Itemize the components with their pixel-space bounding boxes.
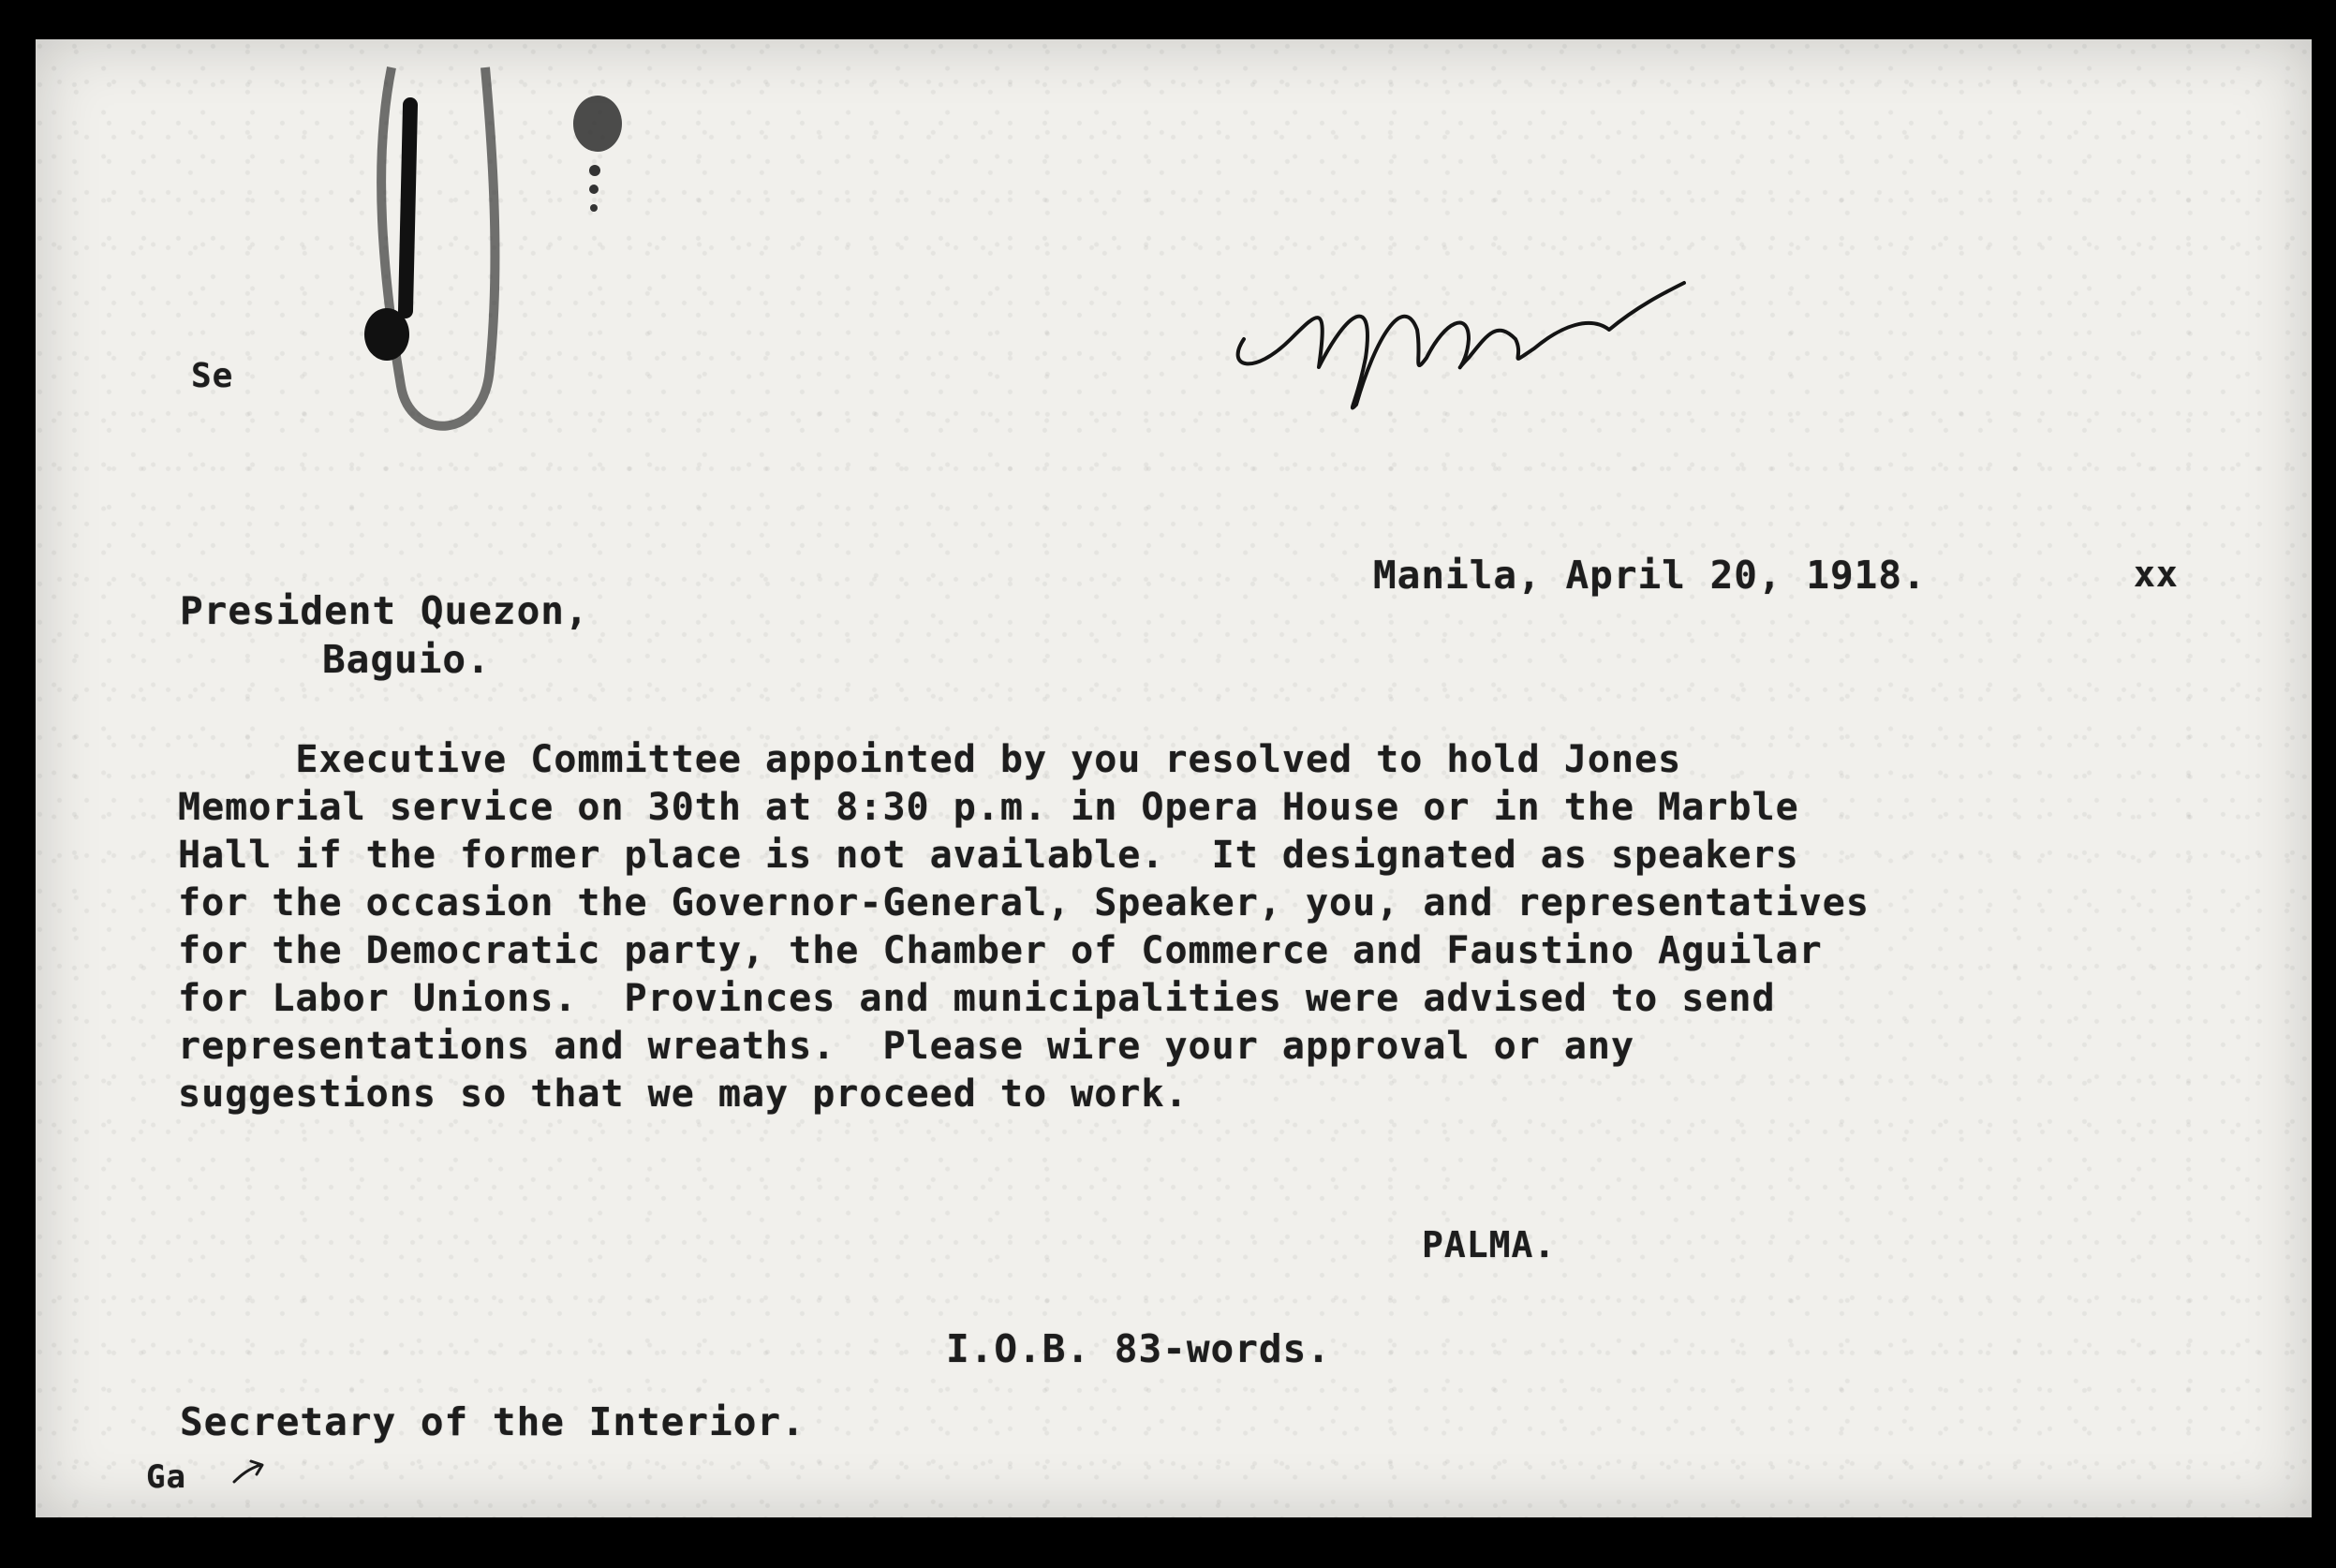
message-line: Hall if the former place is not available. It designated as speakers <box>178 834 1799 877</box>
place-and-date: Manila, April 20, 1918. <box>1373 553 1927 598</box>
message-body <box>178 736 1870 1118</box>
handwritten-note <box>1216 217 1703 461</box>
message-line: Memorial service on 30th at 8:30 p.m. in Opera House or in the Marble <box>178 786 1799 829</box>
message-line: for Labor Unions. Provinces and municipalities were advised to send <box>178 977 1776 1020</box>
message-line: for the occasion the Governor-General, Speaker, you, and representatives <box>178 881 1870 925</box>
telegram-page <box>36 39 2312 1517</box>
word-count-line: I.O.B. 83-words. <box>946 1326 1331 1371</box>
initials-top: Se <box>191 357 234 395</box>
signature: PALMA. <box>1422 1224 1557 1265</box>
message-line: suggestions so that we may proceed to work. <box>178 1072 1189 1116</box>
check-mark-icon <box>229 1454 275 1491</box>
addressee-place: Baguio. <box>322 637 491 682</box>
message-line: representations and wreaths. Please wire your approval or any <box>178 1025 1635 1068</box>
addressee-name: President Quezon, <box>180 588 589 633</box>
top-marker: xx <box>2134 554 2179 595</box>
paper-clip-mark <box>317 39 635 461</box>
message-line: Executive Committee appointed by you resolved to hold Jones <box>178 738 1682 781</box>
initials-bottom: Ga <box>146 1458 186 1496</box>
sender-title: Secretary of the Interior. <box>180 1399 806 1444</box>
message-line: for the Democratic party, the Chamber of Commerce and Faustino Aguilar <box>178 929 1823 972</box>
